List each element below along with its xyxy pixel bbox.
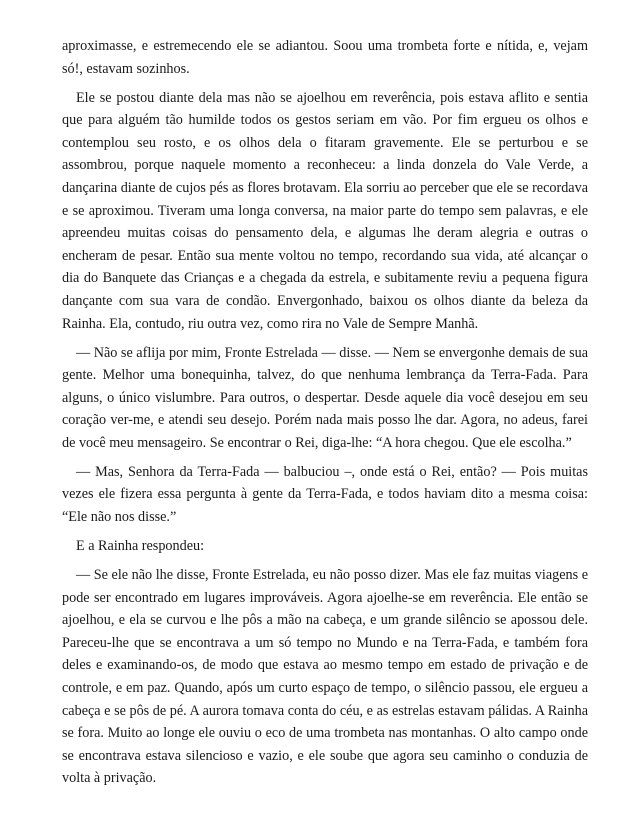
paragraph-continuation: aproximasse, e estremecendo ele se adiantou. Soou uma trombeta forte e nítida, e, vejam só!, estavam sozinhos. bbox=[62, 38, 588, 77]
paragraph: Ele se postou diante dela mas não se ajoelhou em reverência, pois estava aflito e sentia que para alguém tão humilde todos os gestos seriam em vão. Por fim ergueu os olhos e contemplou seu rosto, e os olhos dela o fitaram gravemente. Ele se perturbou e se assombrou, porque naquele momento a reconheceu: a linda donzela do Vale Verde, a dançarina diante de cujos pés as flores brotavam. Ela sorriu ao perceber que ele se recordava e se aproximou. Tiveram uma longa conversa, na maior parte do tempo sem palavras, e ele apreendeu muitas coisas do pensamento dela, e algumas lhe deram alegria e outras o encheram de pesar. Então sua mente voltou no tempo, recordando sua vida, até alcançar o dia do Banquete das Crianças e a chegada da estrela, e subitamente reviu a pequena figura dançante com sua vara de condão. Envergonhado, baixou os olhos diante da beleza da Rainha. Ela, contudo, riu outra vez, como rira no Vale de Sempre Manhã. bbox=[62, 89, 588, 332]
page-text bbox=[62, 35, 588, 796]
paragraph: E a Rainha respondeu: bbox=[76, 538, 205, 555]
paragraph: — Não se aflija por mim, Fronte Estrelada — disse. — Nem se envergonhe demais de sua gente. Melhor uma bonequinha, talvez, do que nenhuma lembrança da Terra-Fada. Para alguns, o único vislumbre. Para outros, o despertar. Desde aquele dia você desejou em seu coração ver-me, e atendi seu desejo. Porém nada mais posso lhe dar. Agora, no adeus, farei de você meu mensageiro. Se encontrar o Rei, diga-lhe: “A hora chegou. Que ele escolha.” bbox=[62, 344, 588, 451]
paragraph: — Mas, Senhora da Terra-Fada — balbuciou –, onde está o Rei, então? — Pois muitas vezes ele fizera essa pergunta à gente da Terra-Fada, e todos haviam dito a mesma coisa: “Ele não nos disse.” bbox=[62, 463, 588, 526]
paragraph: — Se ele não lhe disse, Fronte Estrelada, eu não posso dizer. Mas ele faz muitas viagens e pode ser encontrado em lugares improváveis. Agora ajoelhe-se em reverência. Ele então se ajoelhou, e ela se curvou e lhe pôs a mão na cabeça, e um grande silêncio se apossou dele. Pareceu-lhe que se encontrava a um só tempo no Mundo e na Terra-Fada, e também fora deles e examinando-os, de modo que estava ao mesmo tempo em estado de privação e de controle, e em paz. Quando, após um curto espaço de tempo, o silêncio passou, ele ergueu a cabeça e se pôs de pé. A aurora tomava conta do céu, e as estrelas estavam pálidas. A Rainha se fora. Muito ao longe ele ouviu o eco de uma trombeta nas montanhas. O alto campo onde se encontrava estava silencioso e vazio, e ele soube que agora seu caminho o conduzia de volta à privação. bbox=[62, 567, 588, 787]
